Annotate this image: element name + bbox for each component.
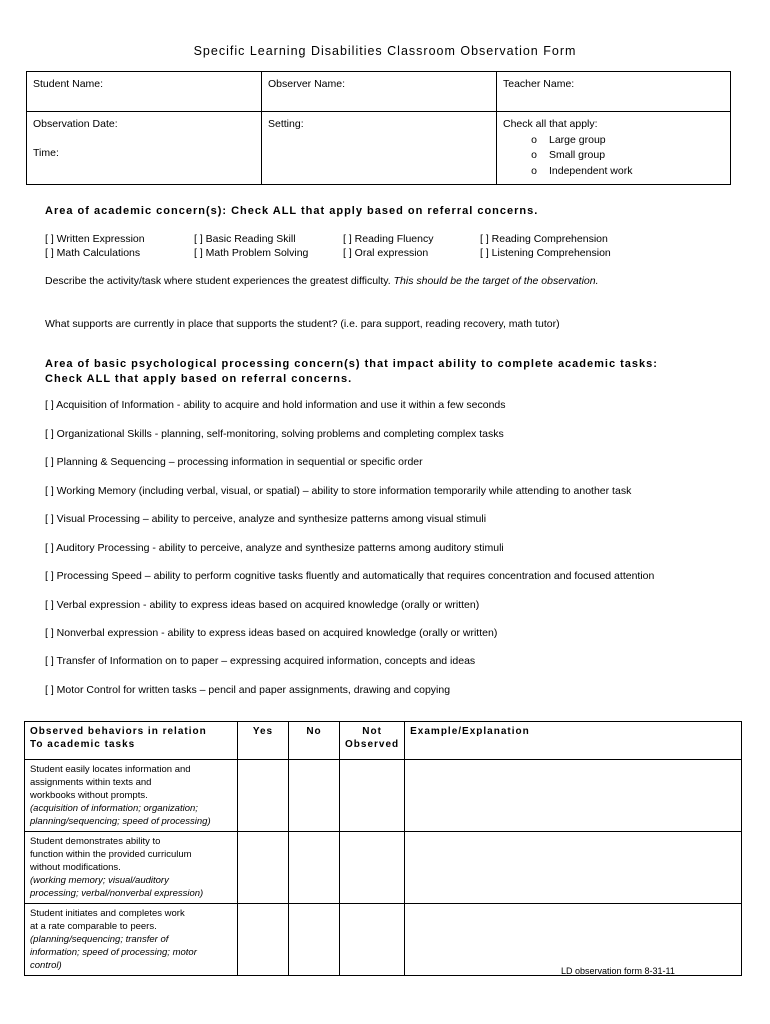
no-cell[interactable] <box>289 832 340 904</box>
radio-icon[interactable]: o <box>531 133 537 146</box>
psych-item-acquisition[interactable]: [ ] Acquisition of Information - ability to acquire and hold information and use it within a few seconds <box>45 399 506 411</box>
student-name-cell[interactable] <box>27 72 262 112</box>
behavior-note: (working memory; visual/auditory <box>30 875 169 886</box>
example-header: Example/Explanation <box>405 722 742 760</box>
option-label: Independent work <box>549 164 633 177</box>
behavior-note: information; speed of processing; motor <box>30 947 197 958</box>
radio-icon[interactable]: o <box>531 149 537 161</box>
behavior-note: (planning/sequencing; transfer of <box>30 934 169 945</box>
radio-icon[interactable]: o <box>531 164 537 177</box>
psych-item-organizational[interactable]: [ ] Organizational Skills - planning, self-monitoring, solving problems and completing complex tasks <box>45 428 504 440</box>
behaviors-header-line1: Observed behaviors in relation <box>30 726 207 737</box>
describe-italic: This should be the target of the observation. <box>393 275 599 287</box>
table-header-row <box>25 722 742 760</box>
behavior-note: control) <box>30 960 62 971</box>
student-name-label: Student Name: <box>33 78 104 90</box>
behavior-line: Student demonstrates ability to <box>30 836 161 847</box>
psych-item-verbal-expression[interactable]: [ ] Verbal expression - ability to express ideas based on acquired knowledge (orally or written) <box>45 599 480 611</box>
check-all-label: Check all that apply: <box>503 118 598 130</box>
psych-item-motor-control[interactable]: [ ] Motor Control for written tasks – pencil and paper assignments, drawing and copying <box>45 684 451 696</box>
describe-prefix: Describe the activity/task where student experiences the greatest difficulty. <box>45 275 391 287</box>
behavior-note: planning/sequencing; speed of processing) <box>30 816 211 827</box>
behavior-line: without modifications. <box>30 862 121 873</box>
option-label: Small group <box>549 149 606 161</box>
not-header-line1: Not <box>362 726 382 737</box>
behavior-line: at a rate comparable to peers. <box>30 921 157 932</box>
academic-item-basic-reading[interactable]: [ ] Basic Reading Skill <box>194 233 296 245</box>
yes-cell[interactable] <box>238 760 289 832</box>
teacher-name-cell[interactable] <box>497 72 731 112</box>
academic-item-written-expression[interactable]: [ ] Written Expression <box>45 233 145 245</box>
academic-heading: Area of academic concern(s): Check ALL that apply based on referral concerns. <box>45 205 539 217</box>
psych-item-planning[interactable]: [ ] Planning & Sequencing – processing information in sequential or specific order <box>45 456 423 468</box>
behaviors-header <box>25 722 238 760</box>
psych-item-nonverbal-expression[interactable]: [ ] Nonverbal expression - ability to express ideas based on acquired knowledge (orally or written) <box>45 627 498 639</box>
example-cell[interactable] <box>405 904 742 976</box>
academic-item-reading-comprehension[interactable]: [ ] Reading Comprehension <box>480 233 608 245</box>
psych-item-visual-processing[interactable]: [ ] Visual Processing – ability to perceive, analyze and synthesize patterns among visual stimuli <box>45 513 487 525</box>
behavior-cell <box>25 760 238 832</box>
example-cell[interactable] <box>405 832 742 904</box>
date-time-cell[interactable] <box>27 112 262 185</box>
psych-item-working-memory[interactable]: [ ] Working Memory (including verbal, visual, or spatial) – ability to store information temporarily while attending to another task <box>45 485 632 497</box>
observer-name-label: Observer Name: <box>268 78 346 90</box>
academic-item-oral-expression[interactable]: [ ] Oral expression <box>343 247 429 259</box>
behavior-note: processing; verbal/nonverbal expression) <box>30 888 204 899</box>
yes-header: Yes <box>238 722 289 760</box>
not-observed-cell[interactable] <box>340 904 405 976</box>
page-title: Specific Learning Disabilities Classroom Observation Form <box>193 44 577 58</box>
option-large-group[interactable] <box>503 133 724 149</box>
info-table <box>26 71 731 185</box>
not-observed-header <box>340 722 405 760</box>
observation-table <box>24 721 742 976</box>
psych-item-auditory-processing[interactable]: [ ] Auditory Processing - ability to perceive, analyze and synthesize patterns among auditory stimuli <box>45 542 504 554</box>
behavior-cell <box>25 832 238 904</box>
academic-item-reading-fluency[interactable]: [ ] Reading Fluency <box>343 233 434 245</box>
psych-item-processing-speed[interactable]: [ ] Processing Speed – ability to perform cognitive tasks fluently and automatically that requires concentration and focused attention <box>45 570 655 582</box>
psych-heading-line1: Area of basic psychological processing concern(s) that impact ability to complete academic tasks: <box>45 358 658 370</box>
option-small-group[interactable] <box>503 148 724 164</box>
not-observed-cell[interactable] <box>340 832 405 904</box>
table-row <box>25 760 742 832</box>
group-options-cell <box>497 112 731 185</box>
table-row <box>25 904 742 976</box>
behaviors-header-line2: To academic tasks <box>30 739 136 750</box>
not-header-line2: Observed <box>345 739 400 750</box>
teacher-name-label: Teacher Name: <box>503 78 575 90</box>
setting-cell[interactable] <box>262 112 497 185</box>
yes-cell[interactable] <box>238 832 289 904</box>
behavior-cell <box>25 904 238 976</box>
option-label: Large group <box>549 133 606 146</box>
behavior-line: assignments within texts and <box>30 777 152 788</box>
option-independent-work[interactable] <box>503 164 724 180</box>
academic-item-math-problem-solving[interactable]: [ ] Math Problem Solving <box>194 247 309 259</box>
observer-name-cell[interactable] <box>262 72 497 112</box>
setting-label: Setting: <box>268 118 304 130</box>
psych-item-transfer[interactable]: [ ] Transfer of Information on to paper – expressing acquired information, concepts and ideas <box>45 655 476 667</box>
time-label: Time: <box>33 147 59 159</box>
yes-cell[interactable] <box>238 904 289 976</box>
describe-activity-text <box>45 274 599 288</box>
academic-item-listening-comprehension[interactable]: [ ] Listening Comprehension <box>480 247 611 259</box>
behavior-note: (acquisition of information; organization; <box>30 803 198 814</box>
footer-label: LD observation form 8-31-11 <box>561 966 675 976</box>
psych-heading-line2: Check ALL that apply based on referral concerns. <box>45 373 353 385</box>
observation-date-label: Observation Date: <box>33 118 118 130</box>
no-header: No <box>289 722 340 760</box>
behavior-line: function within the provided curriculum <box>30 849 192 860</box>
behavior-line: Student easily locates information and <box>30 764 191 775</box>
supports-question: What supports are currently in place that supports the student? (i.e. para support, reading recovery, math tutor) <box>45 318 560 330</box>
no-cell[interactable] <box>289 760 340 832</box>
academic-item-math-calculations[interactable]: [ ] Math Calculations <box>45 247 141 259</box>
no-cell[interactable] <box>289 904 340 976</box>
not-observed-cell[interactable] <box>340 760 405 832</box>
example-cell[interactable] <box>405 760 742 832</box>
behavior-line: Student initiates and completes work <box>30 908 185 919</box>
table-row <box>25 832 742 904</box>
behavior-line: workbooks without prompts. <box>30 790 148 801</box>
